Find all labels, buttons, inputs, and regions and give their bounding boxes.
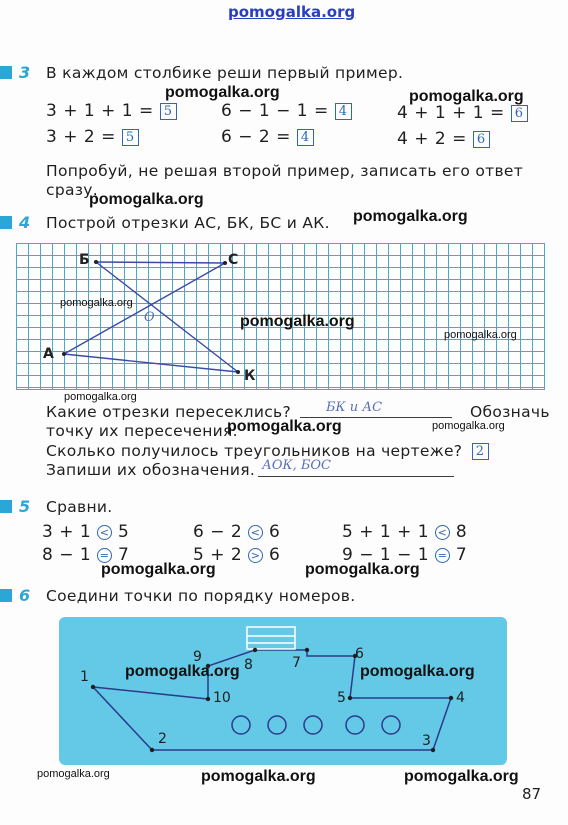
dot <box>206 697 210 701</box>
porthole <box>232 716 250 734</box>
watermark: pomogalka.org <box>432 420 505 432</box>
expression: 4 + 2 = <box>397 129 467 149</box>
expression: 3 + 1 <box>42 522 92 542</box>
task-title: Соедини точки по порядку номеров. <box>46 587 356 605</box>
dot <box>431 748 435 752</box>
expression: 6 − 2 <box>193 522 243 542</box>
expression: 7 <box>455 545 468 565</box>
point-label-o: O <box>144 310 155 325</box>
answer-box: 5 <box>160 103 177 120</box>
dot-label: 5 <box>337 690 346 706</box>
dot <box>150 748 154 752</box>
watermark: pomogalka.org <box>60 297 133 309</box>
porthole <box>268 716 286 734</box>
expression: 4 + 1 + 1 = <box>397 103 505 123</box>
watermark: pomogalka.org <box>305 561 420 578</box>
answer-box: 5 <box>122 129 139 146</box>
watermark: pomogalka.org <box>353 208 468 225</box>
compare-sign: < <box>248 525 263 540</box>
expression: 6 <box>269 545 281 565</box>
expression: 6 − 2 = <box>221 127 291 147</box>
watermark: pomogalka.org <box>101 561 216 578</box>
watermark: pomogalka.org <box>125 663 240 680</box>
expression: 8 <box>455 522 468 542</box>
dot <box>348 696 352 700</box>
watermark: pomogalka.org <box>165 84 280 101</box>
question: точку их пересечения. <box>46 422 238 440</box>
expression: 3 + 1 + 1 = <box>46 101 154 121</box>
watermark: pomogalka.org <box>409 88 524 105</box>
watermark: pomogalka.org <box>360 663 475 680</box>
question: Запиши их обозначения. <box>46 461 256 479</box>
dot-label: 3 <box>422 733 431 749</box>
point-label-k: К <box>244 368 256 384</box>
page-number: 87 <box>522 785 542 803</box>
question-text: Сколько получилось треугольников на чертеже? <box>46 442 463 460</box>
answer-box: 2 <box>472 443 489 460</box>
expression: 5 + 2 <box>193 545 243 565</box>
watermark: pomogalka.org <box>404 768 519 785</box>
task-number: 4 <box>19 213 31 232</box>
watermark: pomogalka.org <box>240 313 355 330</box>
ship-funnel <box>247 627 295 649</box>
point-label-a: А <box>43 346 54 362</box>
compare-sign: < <box>435 525 450 540</box>
watermark: pomogalka.org <box>37 768 110 780</box>
compare-sign: = <box>435 548 450 563</box>
task-note: сразу. <box>46 181 99 199</box>
expression: 7 <box>118 545 130 565</box>
expression: 5 <box>118 522 130 542</box>
expression: 8 − 1 <box>42 545 92 565</box>
answer-box: 6 <box>473 131 490 148</box>
dot <box>449 696 453 700</box>
dot <box>253 648 257 652</box>
task-note: Попробуй, не решая второй пример, записать его ответ <box>46 162 524 180</box>
dot-label: 1 <box>80 669 89 685</box>
question: Обозначь <box>470 403 550 421</box>
task-title: Сравни. <box>46 498 113 516</box>
dot-label: 10 <box>213 690 231 706</box>
handwritten-answer: БК и АС <box>326 400 383 415</box>
expression: 5 + 1 + 1 <box>342 522 430 542</box>
dot-label: 4 <box>456 690 465 706</box>
compare-sign: < <box>97 525 112 540</box>
watermark: pomogalka.org <box>64 391 137 403</box>
dot <box>305 648 309 652</box>
dot-label: 2 <box>158 731 167 747</box>
dot-label: 9 <box>193 649 202 665</box>
watermark: pomogalka.org <box>89 191 204 208</box>
task-title: Построй отрезки АС, БК, БС и АК. <box>46 214 330 232</box>
task-title: В каждом столбике реши первый пример. <box>46 64 404 82</box>
answer-box: 4 <box>297 129 314 146</box>
compare-sign: = <box>97 548 112 563</box>
expression: 6 − 1 − 1 = <box>221 101 329 121</box>
handwritten-answer: АОК, БОС <box>262 458 331 473</box>
site-url[interactable]: pomogalka.org <box>228 3 356 21</box>
porthole <box>304 716 322 734</box>
point-label-c: С <box>228 252 239 268</box>
compare-sign: > <box>248 548 263 563</box>
dot-label: 7 <box>292 655 301 671</box>
expression: 9 − 1 − 1 <box>342 545 430 565</box>
task-number: 3 <box>19 63 31 82</box>
task-number: 6 <box>19 586 31 605</box>
watermark: pomogalka.org <box>201 768 316 785</box>
expression: 6 <box>269 522 281 542</box>
porthole <box>346 716 364 734</box>
question: Какие отрезки пересеклись? <box>46 403 292 421</box>
point-label-b: Б <box>79 252 90 268</box>
task-number: 5 <box>19 497 31 516</box>
dot <box>91 685 95 689</box>
dot-label: 8 <box>244 657 253 673</box>
answer-box: 4 <box>335 103 352 120</box>
expression: 3 + 2 = <box>46 127 116 147</box>
dot-label: 6 <box>355 646 364 662</box>
answer-box: 6 <box>511 105 528 122</box>
watermark: pomogalka.org <box>227 418 342 435</box>
porthole <box>382 716 400 734</box>
watermark: pomogalka.org <box>444 329 517 341</box>
